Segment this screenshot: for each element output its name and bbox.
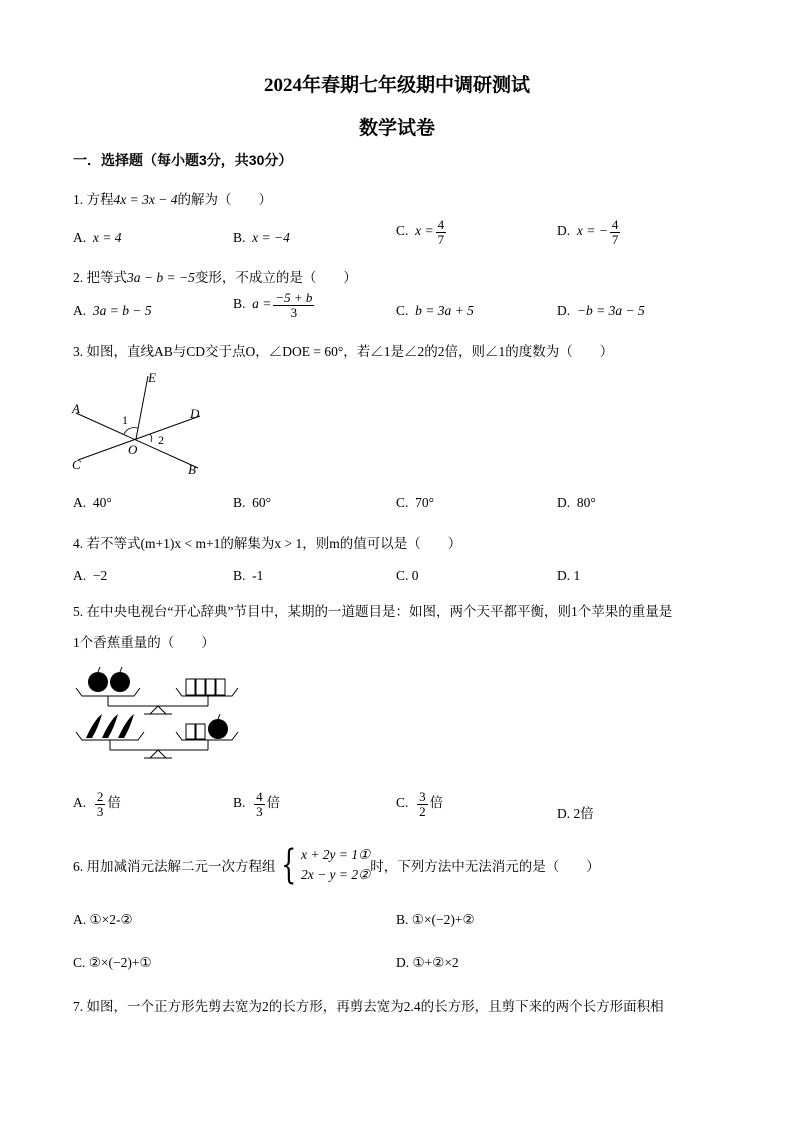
- option-value: 0: [411, 568, 419, 583]
- q6-option-c[interactable]: [73, 955, 152, 971]
- option-label: C.: [396, 495, 409, 510]
- q5-option-a[interactable]: [73, 790, 121, 818]
- option-label: C.: [396, 568, 409, 583]
- angle-1-arc: [124, 428, 138, 434]
- option-value: -1: [252, 568, 264, 583]
- fraction-denominator: 7: [611, 231, 619, 247]
- option-label: D.: [557, 495, 571, 510]
- angle-1-label: 1: [122, 413, 128, 427]
- q1-equation: 4x = 3x − 4: [113, 192, 178, 207]
- option-label: D.: [557, 568, 571, 583]
- option-label: B.: [396, 912, 409, 927]
- question-5-line-1: 5. 在中央电视台“开心辞典”节目中，某期的一道题目是：如图，两个天平都平衡，则1个苹果的重量是: [73, 604, 673, 619]
- q4-option-b[interactable]: [233, 568, 263, 584]
- option-value: 2倍: [573, 806, 594, 821]
- option-value: 60°: [252, 495, 272, 510]
- option-label: C.: [73, 955, 86, 970]
- option-label: A.: [73, 230, 87, 245]
- q6-post: 时，下列方法中无法消元的是（ ）: [370, 859, 600, 874]
- option-label: C.: [396, 303, 409, 318]
- option-label: A.: [73, 303, 87, 318]
- q2-option-a[interactable]: [73, 303, 152, 319]
- q4-option-d[interactable]: [557, 568, 580, 584]
- intersecting-lines-figure: [68, 368, 208, 478]
- box-icon: [206, 679, 215, 695]
- option-value: −2: [92, 568, 108, 583]
- q3-option-d[interactable]: [557, 495, 596, 511]
- option-value: 70°: [415, 495, 435, 510]
- question-5-line-2: 1个香蕉重量的（ ）: [73, 635, 215, 650]
- option-value: 1: [573, 568, 581, 583]
- option-value: −b = 3a − 5: [576, 303, 645, 318]
- option-label: A.: [73, 495, 87, 510]
- option-label: D.: [557, 303, 571, 318]
- option-label: D.: [557, 223, 571, 239]
- fraction-denominator: 3: [256, 803, 263, 819]
- q2-number: 2.: [73, 270, 87, 285]
- option-label: D.: [396, 955, 410, 970]
- option-value: ②×(−2)+①: [88, 955, 152, 970]
- box-icon: [196, 724, 205, 739]
- point-c-label: C: [72, 457, 81, 472]
- fraction-denominator: 3: [96, 803, 104, 819]
- q2-equation: 3a − b = −5: [127, 270, 195, 285]
- fraction-numerator: 2: [96, 789, 104, 804]
- q6-option-d[interactable]: [396, 955, 459, 971]
- option-label: C.: [396, 223, 409, 239]
- q6-option-b[interactable]: [396, 912, 475, 928]
- option-label: B.: [233, 296, 246, 312]
- section-heading: 一．选择题（每小题3分，共30分）: [73, 152, 293, 168]
- banana-icon: [102, 714, 118, 738]
- q5-option-b[interactable]: [233, 790, 280, 818]
- option-value: 80°: [576, 495, 596, 510]
- point-d-label: D: [190, 406, 200, 421]
- q1-pre: 方程: [86, 192, 114, 207]
- apple-icon: [88, 672, 108, 692]
- q1-post: 的解为（ ）: [177, 192, 272, 207]
- q6-pre: 6. 用加减消元法解二元一次方程组: [73, 859, 276, 874]
- option-label: A.: [73, 795, 87, 811]
- q3-option-a[interactable]: [73, 495, 112, 511]
- point-e-label: E: [148, 370, 156, 385]
- q2-option-d[interactable]: [557, 303, 645, 319]
- option-suffix: 倍: [107, 795, 121, 811]
- option-label: B.: [233, 230, 246, 245]
- box-icon: [186, 679, 195, 695]
- q1-option-d[interactable]: [557, 218, 622, 246]
- page-subtitle: 数学试卷: [358, 118, 435, 139]
- q5-option-d[interactable]: [557, 802, 594, 822]
- point-a-label: A: [72, 401, 80, 416]
- option-suffix: 倍: [429, 795, 444, 811]
- angle-2-label: 2: [158, 433, 164, 447]
- question-7: 7. 如图，一个正方形先剪去宽为2的长方形，再剪去宽为2.4的长方形，且剪下来的两个长方形面积相: [73, 999, 664, 1014]
- angle-2-arc: [150, 434, 152, 442]
- balance-scale-1: [76, 667, 238, 714]
- fraction-numerator: −5 + b: [275, 290, 313, 305]
- point-b-label: B: [188, 462, 196, 477]
- option-label: A.: [73, 912, 87, 927]
- brace-icon: {: [280, 842, 296, 888]
- option-value: ①×(−2)+②: [411, 912, 475, 927]
- q6-equation-1: x + 2y = 1①: [300, 847, 371, 863]
- fraction-numerator: 4: [256, 789, 263, 804]
- q2-post: 变形，不成立的是（ ）: [194, 270, 357, 285]
- box-icon: [196, 679, 205, 695]
- q4-option-a[interactable]: [73, 568, 107, 584]
- apple-icon: [208, 719, 228, 739]
- page-title: 2024年春期七年级期中调研测试: [263, 75, 530, 96]
- q1-option-b[interactable]: [233, 230, 290, 246]
- banana-icon: [118, 714, 134, 738]
- q2-option-c[interactable]: [396, 303, 474, 319]
- question-4: 4. 若不等式(m+1)x < m+1的解集为x > 1，则m的值可以是（ ）: [73, 536, 462, 551]
- box-icon: [216, 679, 225, 695]
- q3-option-c[interactable]: [396, 495, 434, 511]
- box-icon: [186, 724, 195, 739]
- balance-scales-figure: [72, 662, 247, 770]
- option-label: B.: [233, 568, 246, 583]
- option-label: B.: [233, 495, 246, 510]
- option-value: 40°: [92, 495, 112, 510]
- question-2: [73, 266, 357, 286]
- question-3: 3. 如图，直线AB与CD交于点O，∠DOE = 60°，若∠1是∠2的2倍，则∠1的度数为（ ）: [73, 344, 614, 359]
- option-label: A.: [73, 568, 87, 583]
- line-ab: [76, 413, 198, 468]
- fraction-numerator: 4: [437, 217, 445, 232]
- option-label: D.: [557, 806, 571, 821]
- option-value: ①×2-②: [89, 912, 133, 927]
- balance-scale-2: [76, 714, 238, 758]
- fraction-numerator: 4: [611, 217, 619, 232]
- q5-option-c[interactable]: [396, 790, 443, 818]
- fraction-denominator: 2: [419, 803, 426, 819]
- option-value: b = 3a + 5: [415, 303, 474, 318]
- fraction-numerator: 3: [419, 789, 426, 804]
- question-6: [73, 842, 600, 888]
- option-label: B.: [233, 795, 246, 811]
- option-label: C.: [396, 795, 409, 811]
- fraction-denominator: 3: [290, 304, 298, 320]
- option-value: x = 4: [92, 230, 122, 245]
- option-value: x =: [415, 223, 434, 239]
- option-suffix: 倍: [266, 795, 281, 811]
- q1-number: 1.: [73, 192, 87, 207]
- apple-icon: [110, 672, 130, 692]
- q1-option-a[interactable]: [73, 230, 121, 246]
- option-value: x = −4: [252, 230, 290, 245]
- q6-equation-2: 2x − y = 2②: [300, 867, 371, 882]
- q2-option-b[interactable]: [233, 291, 316, 319]
- option-value: a =: [252, 296, 272, 312]
- ray-oe: [136, 376, 148, 439]
- q6-option-a[interactable]: [73, 912, 133, 928]
- q2-pre: 把等式: [86, 270, 127, 285]
- q4-option-c[interactable]: [396, 568, 419, 584]
- option-value: ①+②×2: [412, 955, 459, 970]
- option-value: 3a = b − 5: [92, 303, 152, 318]
- option-value: x = −: [576, 223, 608, 239]
- point-o-label: O: [128, 442, 138, 457]
- banana-icon: [86, 714, 102, 738]
- fraction-denominator: 7: [437, 231, 445, 247]
- question-1: [73, 188, 272, 208]
- q1-option-c[interactable]: [396, 218, 448, 246]
- q3-option-b[interactable]: [233, 495, 271, 511]
